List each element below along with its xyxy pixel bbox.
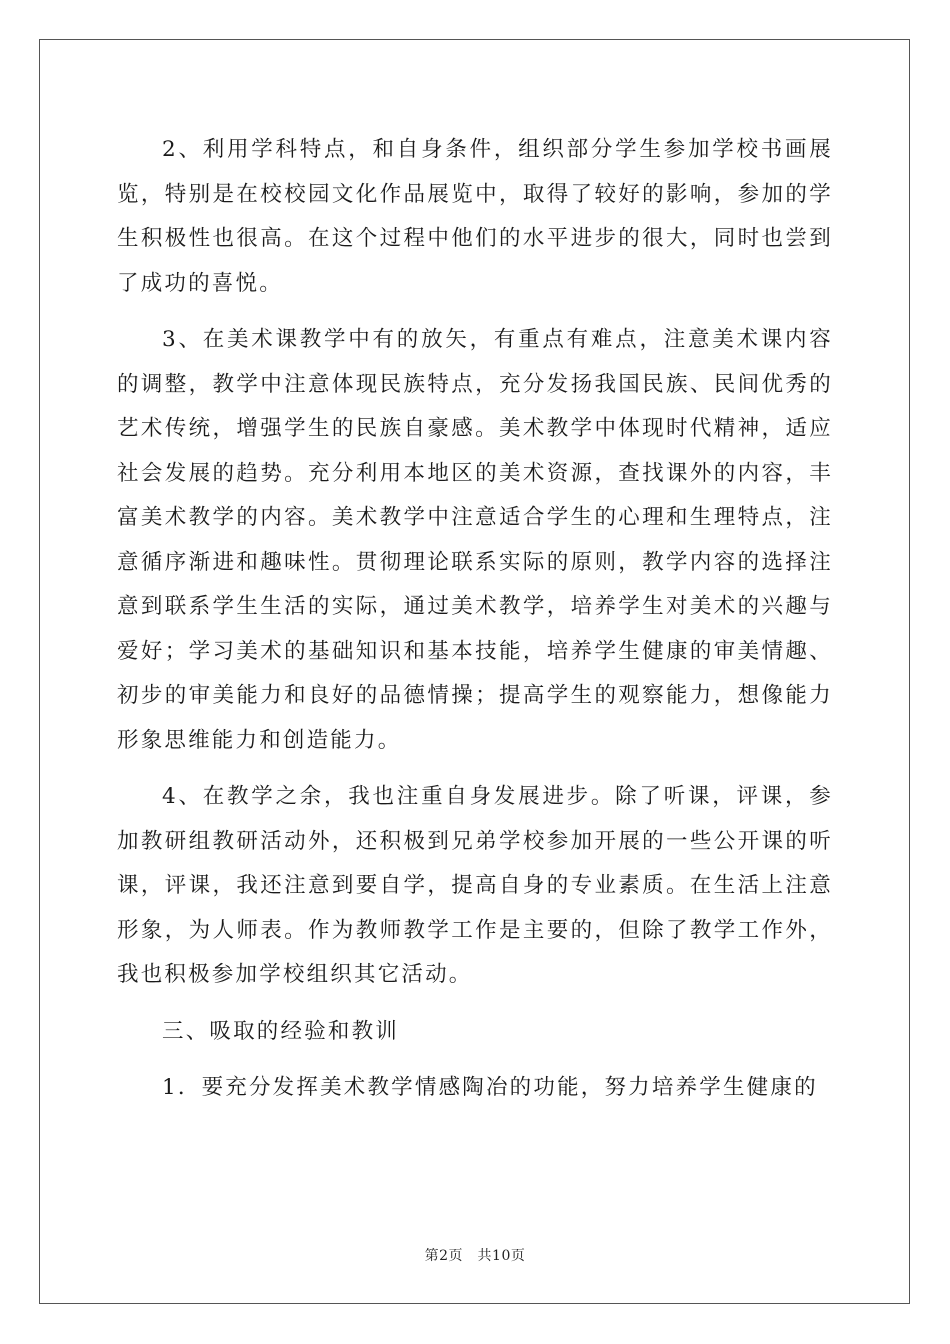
page-number-footer: 第2页 共10页 xyxy=(424,1248,526,1264)
paragraph-item-3: 3、在美术课教学中有的放矢，有重点有难点，注意美术课内容的调整，教学中注意体现民族特点，充分发扬我国民族、民间优秀的艺术传统，增强学生的民族自豪感。美术教学中体现时代精神，适应社会发展的趋势。充分利用本地区的美术资源，查找课外的内容，丰富美术教学的内容。美术教学中注意适合学生的心理和生理特点，注意循序渐进和趣味性。贯彻理论联系实际的原则，教学内容的选择注意到联系学生生活的实际，通过美术教学，培养学生对美术的兴趣与爱好；学习美术的基础知识和基本技能，培养学生健康的审美情趣、初步的审美能力和良好的品德情操；提高学生的观察能力，想像能力形象思维能力和创造能力。 xyxy=(117,327,833,753)
section-heading-lessons: 三、吸取的经验和教训 xyxy=(162,1018,400,1044)
paragraph-lesson-1: 1．要充分发挥美术教学情感陶冶的功能，努力培养学生健康的 xyxy=(162,1075,818,1100)
document-body xyxy=(117,128,833,1111)
paragraph-item-2: 2、利用学科特点，和自身条件，组织部分学生参加学校书画展览，特别是在校校园文化作品展览中，取得了较好的影响，参加的学生积极性也很高。在这个过程中他们的水平进步的很大，同时也尝到了成功的喜悦。 xyxy=(117,137,833,296)
paragraph-item-4: 4、在教学之余，我也注重自身发展进步。除了听课，评课，参加教研组教研活动外，还积极到兄弟学校参加开展的一些公开课的听课，评课，我还注意到要自学，提高自身的专业素质。在生活上注意形象，为人师表。作为教师教学工作是主要的，但除了教学工作外，我也积极参加学校组织其它活动。 xyxy=(117,784,833,987)
